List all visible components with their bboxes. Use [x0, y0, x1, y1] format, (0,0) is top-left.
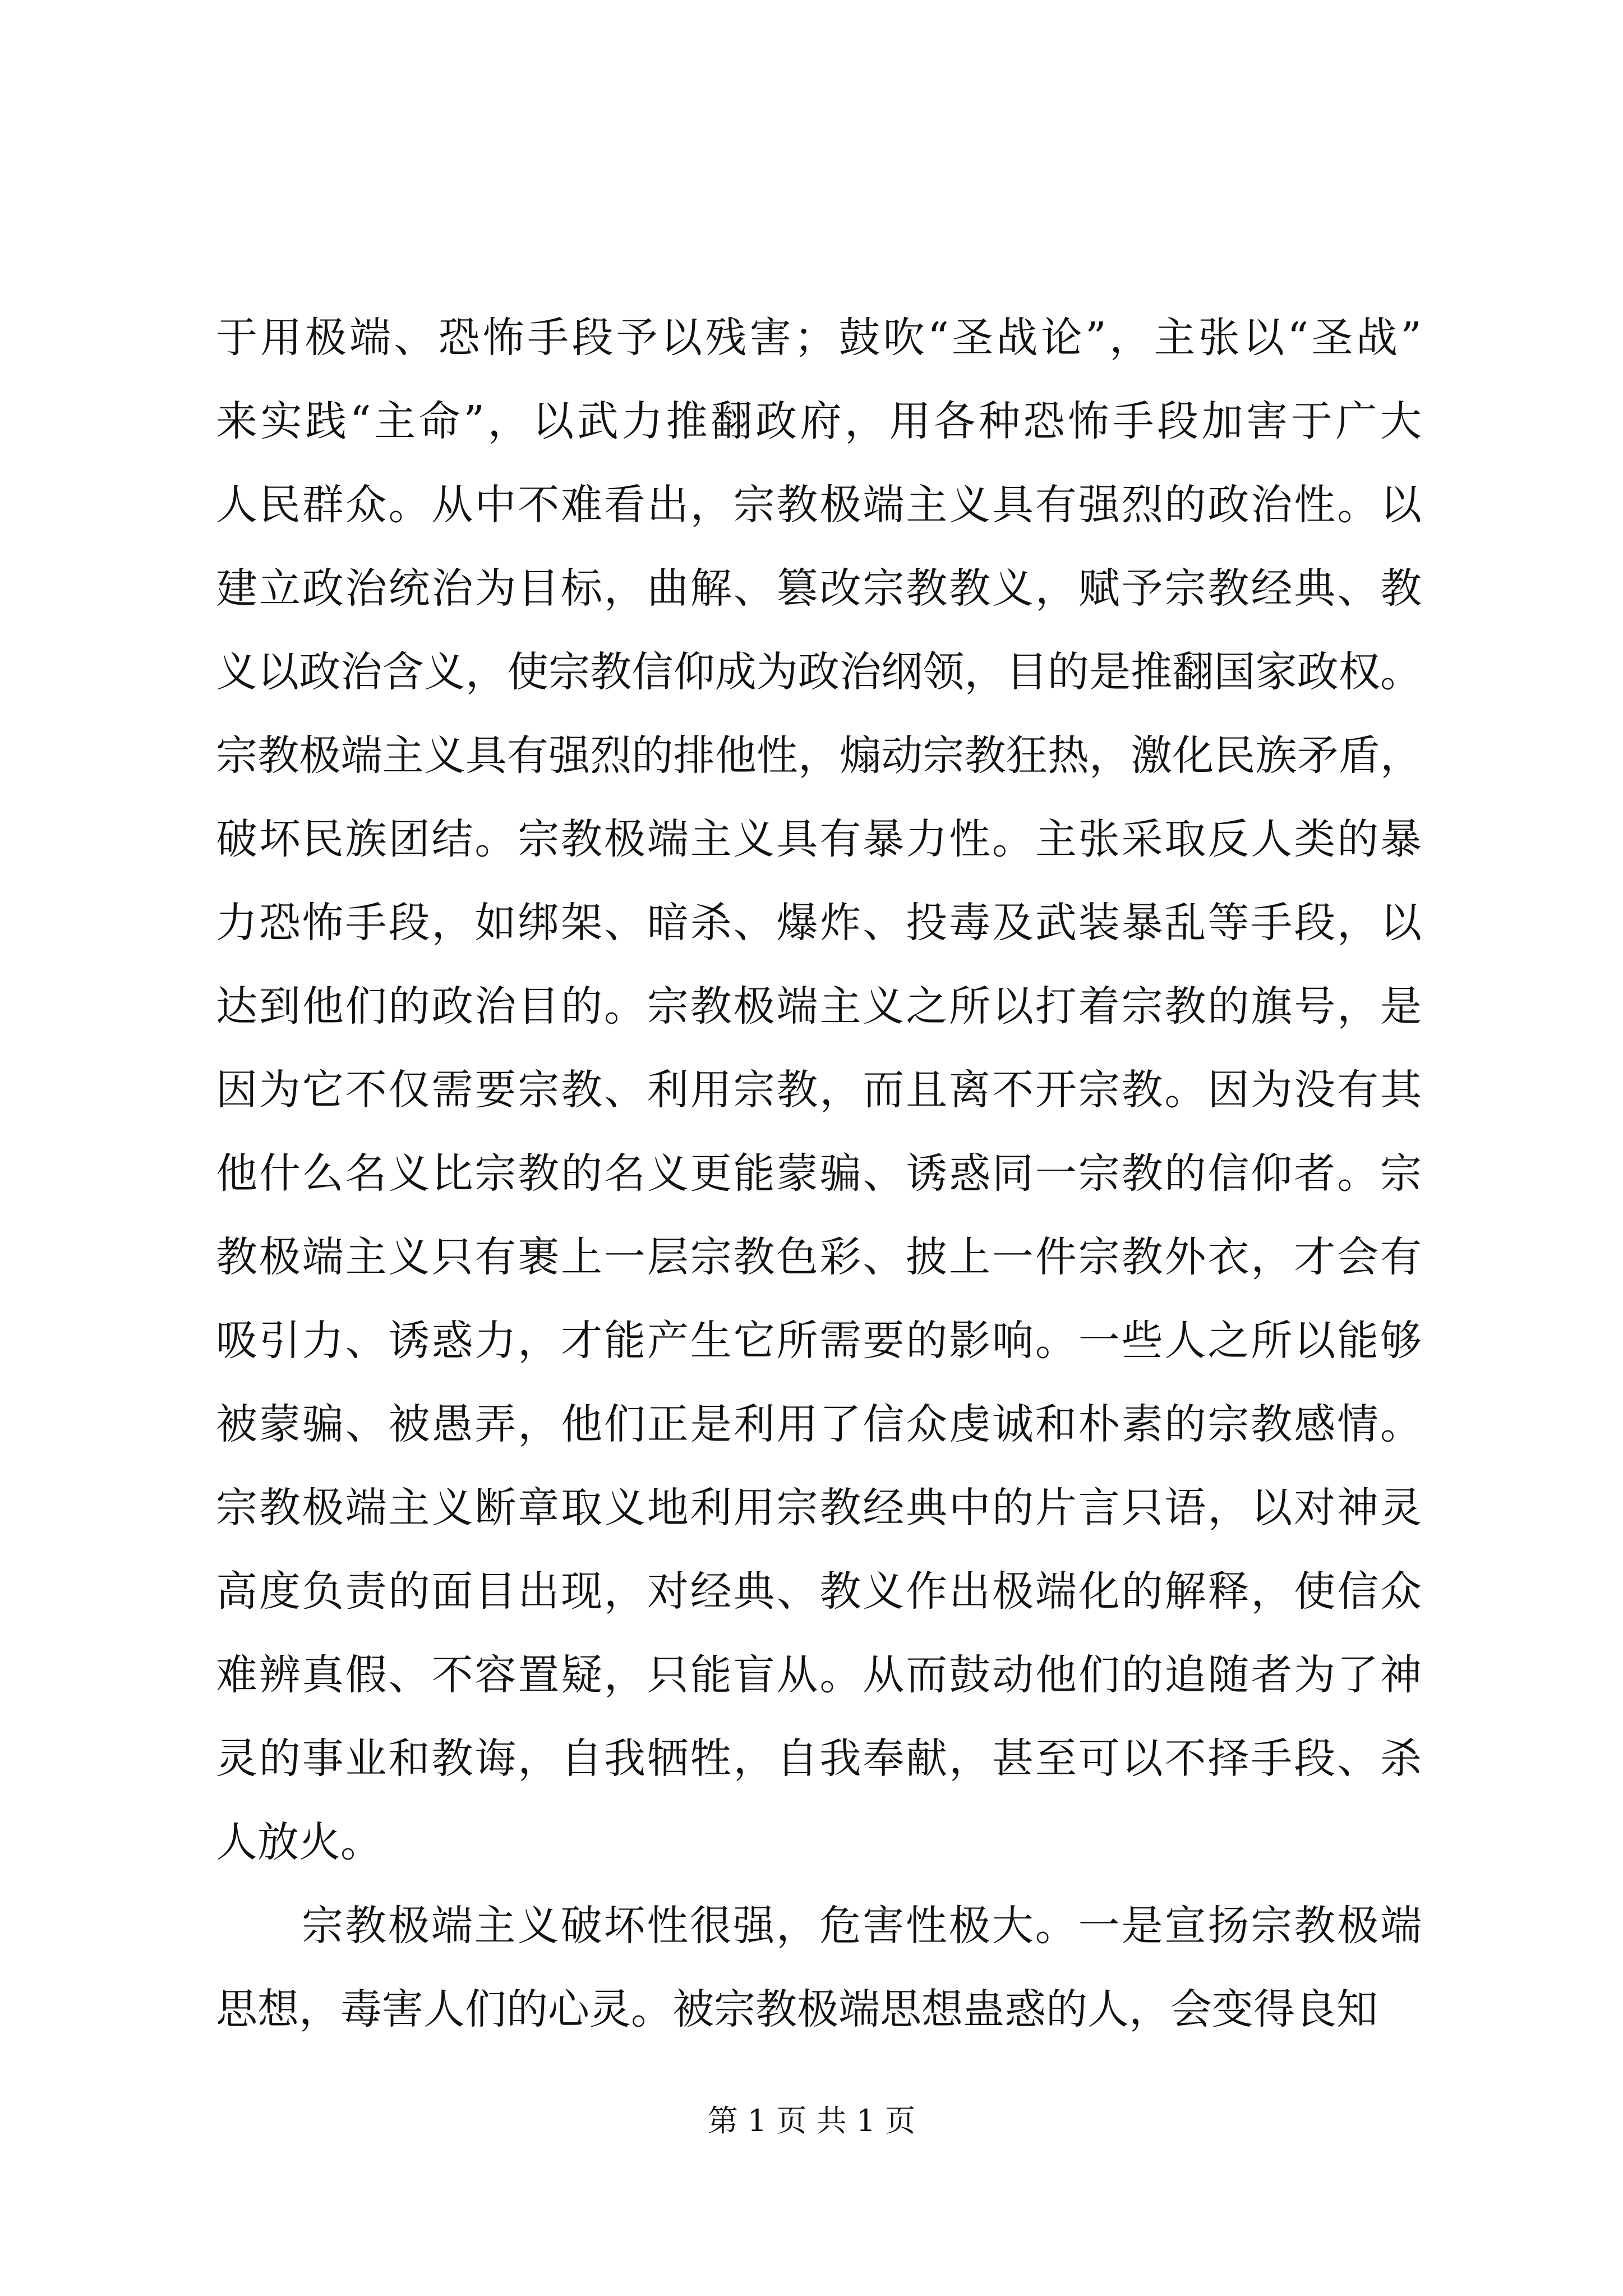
text-line: 宗教极端主义断章取义地利用宗教经典中的片言只语，以对神灵: [216, 1484, 1422, 1532]
page-footer: 第 1 页 共 1 页: [707, 2103, 916, 2138]
text-line: 灵的事业和教诲，自我牺牲，自我奉献，甚至可以不择手段、杀: [216, 1734, 1422, 1783]
text-line: 达到他们的政治目的。宗教极端主义之所以打着宗教的旗号，是: [216, 982, 1422, 1030]
text-line: 难辨真假、不容置疑，只能盲从。从而鼓动他们的追随者为了神: [216, 1651, 1422, 1699]
text-line: 义以政治含义，使宗教信仰成为政治纲领，目的是推翻国家政权。: [216, 648, 1422, 696]
text-line: 思想，毒害人们的心灵。被宗教极端思想蛊惑的人，会变得良知: [216, 1985, 1378, 2033]
body-text: [216, 296, 1422, 2051]
text-line: 被蒙骗、被愚弄，他们正是利用了信众虔诚和朴素的宗教感情。: [216, 1400, 1422, 1448]
text-line: 宗教极端主义具有强烈的排他性，煽动宗教狂热，激化民族矛盾，: [216, 731, 1422, 780]
text-line: 人民群众。从中不难看出，宗教极端主义具有强烈的政治性。以: [216, 481, 1422, 529]
text-line: 建立政治统治为目标，曲解、篡改宗教教义，赋予宗教经典、教: [216, 564, 1422, 613]
text-line: 他什么名义比宗教的名义更能蒙骗、诱惑同一宗教的信仰者。宗: [216, 1149, 1422, 1198]
text-line: 高度负责的面目出现，对经典、教义作出极端化的解释，使信众: [216, 1567, 1422, 1616]
text-line: 来实践“主命”，以武力推翻政府，用各种恐怖手段加害于广大: [216, 397, 1422, 445]
text-line: 吸引力、诱惑力，才能产生它所需要的影响。一些人之所以能够: [216, 1317, 1422, 1365]
text-line: 因为它不仅需要宗教、利用宗教，而且离不开宗教。因为没有其: [216, 1066, 1422, 1114]
text-line: 宗教极端主义破坏性很强，危害性极大。一是宣扬宗教极端: [302, 1902, 1422, 1950]
text-line: 人放火。: [216, 1818, 382, 1866]
text-line: 于用极端、恐怖手段予以残害；鼓吹“圣战论”，主张以“圣战”: [216, 314, 1422, 362]
text-line: 力恐怖手段，如绑架、暗杀、爆炸、投毒及武装暴乱等手段，以: [216, 899, 1422, 947]
text-line: 破坏民族团结。宗教极端主义具有暴力性。主张采取反人类的暴: [216, 815, 1422, 863]
text-line: 教极端主义只有裹上一层宗教色彩、披上一件宗教外衣，才会有: [216, 1233, 1422, 1281]
